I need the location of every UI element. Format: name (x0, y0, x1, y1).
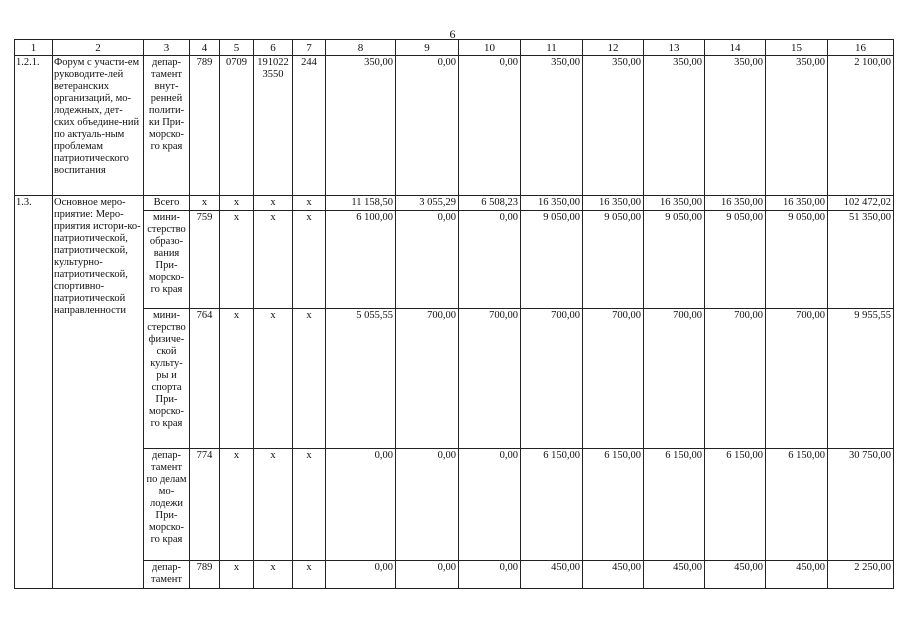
amount-cell: 0,00 (396, 561, 459, 589)
col-header: 12 (583, 40, 644, 56)
amount-cell: 6 100,00 (326, 211, 396, 309)
amount-cell: 350,00 (583, 56, 644, 196)
col-header: 1 (15, 40, 53, 56)
rzpr-code: 0709 (220, 56, 254, 196)
table-row (15, 196, 894, 211)
amount-cell: 0,00 (326, 561, 396, 589)
col-header: 5 (220, 40, 254, 56)
amount-cell: 9 050,00 (644, 211, 705, 309)
col-header: 16 (828, 40, 894, 56)
col-header: 9 (396, 40, 459, 56)
vr-code: x (293, 196, 326, 211)
amount-cell: 450,00 (705, 561, 766, 589)
amount-cell: 350,00 (705, 56, 766, 196)
vr-code: x (293, 309, 326, 449)
col-header: 7 (293, 40, 326, 56)
col-header: 15 (766, 40, 828, 56)
amount-cell: 16 350,00 (766, 196, 828, 211)
grbs-code: 759 (190, 211, 220, 309)
vr-code: x (293, 561, 326, 589)
amount-cell: 700,00 (459, 309, 521, 449)
col-header: 3 (144, 40, 190, 56)
amount-cell: 450,00 (521, 561, 583, 589)
table-row (15, 449, 894, 561)
table-row (15, 561, 894, 589)
rzpr-code: x (220, 211, 254, 309)
col-header: 4 (190, 40, 220, 56)
page-number: 6 (449, 27, 456, 41)
amount-cell: 6 508,23 (459, 196, 521, 211)
amount-cell: 0,00 (459, 211, 521, 309)
csr-code: x (254, 196, 293, 211)
amount-cell: 16 350,00 (521, 196, 583, 211)
table-row (15, 56, 894, 196)
row-code: 1.3. (15, 196, 53, 589)
amount-cell: 700,00 (583, 309, 644, 449)
amount-cell: 0,00 (396, 211, 459, 309)
amount-cell: 450,00 (644, 561, 705, 589)
grbs-code: 789 (190, 561, 220, 589)
amount-cell: 6 150,00 (583, 449, 644, 561)
amount-cell: 0,00 (396, 449, 459, 561)
budget-table (14, 39, 894, 589)
rzpr-code: x (220, 309, 254, 449)
amount-cell: 9 050,00 (521, 211, 583, 309)
amount-cell: 16 350,00 (583, 196, 644, 211)
amount-cell: 350,00 (644, 56, 705, 196)
col-header: 14 (705, 40, 766, 56)
amount-cell: 6 150,00 (766, 449, 828, 561)
amount-cell: 0,00 (459, 449, 521, 561)
measure-name: Основное меро-приятие: Меро-приятия истори-ко-патриотической, патриотической, культурно-патриотической, спортивно-патриотической направленности (53, 196, 144, 589)
amount-cell: 3 055,29 (396, 196, 459, 211)
column-number-row (15, 40, 894, 56)
amount-cell: 700,00 (766, 309, 828, 449)
csr-code: 191022 3550 (254, 56, 293, 196)
rzpr-code: x (220, 449, 254, 561)
csr-code: x (254, 309, 293, 449)
col-header: 6 (254, 40, 293, 56)
col-header: 13 (644, 40, 705, 56)
vr-code: x (293, 449, 326, 561)
total-cell: 2 100,00 (828, 56, 894, 196)
executor: депар-тамент по делам мо-лодежи При-морско-го края (144, 449, 190, 561)
total-cell: 30 750,00 (828, 449, 894, 561)
row-code: 1.2.1. (15, 56, 53, 196)
total-cell: 2 250,00 (828, 561, 894, 589)
grbs-code: 789 (190, 56, 220, 196)
col-header: 10 (459, 40, 521, 56)
amount-cell: 350,00 (326, 56, 396, 196)
amount-cell: 0,00 (326, 449, 396, 561)
amount-cell: 16 350,00 (644, 196, 705, 211)
csr-code: x (254, 561, 293, 589)
rzpr-code: x (220, 196, 254, 211)
measure-name: Форум с участи-ем руководите-лей ветеранских организаций, мо-лодежных, дет-ских объедине-ний по актуаль-ным проблемам патриотического воспитания (53, 56, 144, 196)
amount-cell: 350,00 (521, 56, 583, 196)
grbs-code: 764 (190, 309, 220, 449)
amount-cell: 700,00 (644, 309, 705, 449)
amount-cell: 6 150,00 (705, 449, 766, 561)
amount-cell: 350,00 (766, 56, 828, 196)
executor: депар-тамент (144, 561, 190, 589)
amount-cell: 700,00 (705, 309, 766, 449)
executor: мини-стерство физиче-ской культу-ры и спорта При-морско-го края (144, 309, 190, 449)
amount-cell: 9 050,00 (705, 211, 766, 309)
col-header: 11 (521, 40, 583, 56)
amount-cell: 6 150,00 (644, 449, 705, 561)
csr-code: x (254, 449, 293, 561)
amount-cell: 9 050,00 (583, 211, 644, 309)
executor: депар-тамент внут-ренней полити-ки При-морско-го края (144, 56, 190, 196)
table-row (15, 309, 894, 449)
rzpr-code: x (220, 561, 254, 589)
col-header: 2 (53, 40, 144, 56)
amount-cell: 6 150,00 (521, 449, 583, 561)
grbs-code: 774 (190, 449, 220, 561)
table-row (15, 211, 894, 309)
executor: Всего (144, 196, 190, 211)
total-cell: 9 955,55 (828, 309, 894, 449)
amount-cell: 0,00 (459, 56, 521, 196)
vr-code: x (293, 211, 326, 309)
amount-cell: 16 350,00 (705, 196, 766, 211)
total-cell: 51 350,00 (828, 211, 894, 309)
amount-cell: 11 158,50 (326, 196, 396, 211)
amount-cell: 450,00 (766, 561, 828, 589)
amount-cell: 0,00 (459, 561, 521, 589)
grbs-code: x (190, 196, 220, 211)
vr-code: 244 (293, 56, 326, 196)
amount-cell: 5 055,55 (326, 309, 396, 449)
total-cell: 102 472,02 (828, 196, 894, 211)
amount-cell: 0,00 (396, 56, 459, 196)
amount-cell: 700,00 (521, 309, 583, 449)
executor: мини-стерство образо-вания При-морско-го края (144, 211, 190, 309)
amount-cell: 450,00 (583, 561, 644, 589)
amount-cell: 9 050,00 (766, 211, 828, 309)
col-header: 8 (326, 40, 396, 56)
csr-code: x (254, 211, 293, 309)
amount-cell: 700,00 (396, 309, 459, 449)
